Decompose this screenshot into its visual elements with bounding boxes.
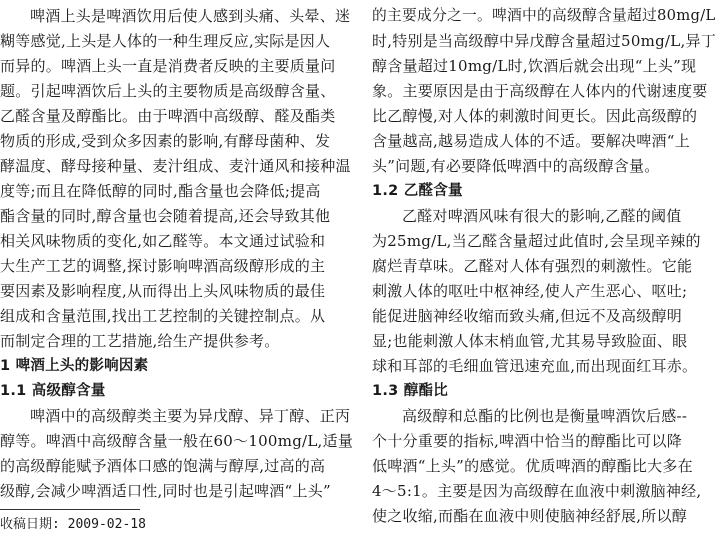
right-line-2: 时,特别是当高级醇中异戊醇含量超过50mg/L,异丁 bbox=[372, 32, 716, 50]
section-heading-1-1: 1.1 高级醇含量 bbox=[0, 383, 106, 399]
left-line-19: 的高级醇能赋予酒体口感的饱满与醇厚,过高的高 bbox=[0, 457, 326, 475]
left-line-13: 组成和含量范围,找出工艺控制的关键控制点。从 bbox=[0, 307, 326, 325]
received-date: 收稿日期: 2009-02-18 bbox=[0, 517, 146, 532]
section-heading-1: 1 啤酒上头的影响因素 bbox=[0, 358, 149, 374]
left-line-9: 酯含量的同时,醇含量也会随着提高,还会导致其他 bbox=[0, 207, 331, 225]
left-line-6: 物质的形成,受到众多因素的影响,有酵母菌种、发 bbox=[0, 132, 331, 150]
right-line-15: 球和耳部的毛细血管迅速充血,而出现面红耳赤。 bbox=[372, 357, 698, 375]
right-line-7: 头”问题,有必要降低啤酒中的高级醇含量。 bbox=[372, 157, 660, 175]
right-line-13: 能促进脑神经收缩而致头痛,但远不及高级醇明 bbox=[372, 307, 683, 325]
right-line-10: 为25mg/L,当乙醛含量超过此值时,会呈现辛辣的 bbox=[372, 232, 701, 250]
right-line-17: 高级醇和总酯的比例也是衡量啤酒饮后感-- bbox=[402, 407, 688, 425]
left-line-3: 而异的。啤酒上头一直是消费者反映的主要质量问 bbox=[0, 57, 336, 75]
section-heading-1-3: 1.3 醇酯比 bbox=[372, 383, 448, 399]
right-line-19: 低啤酒“上头”的感觉。优质啤酒的醇酯比大多在 bbox=[372, 457, 693, 475]
right-line-18: 个十分重要的指标,啤酒中恰当的醇酯比可以降 bbox=[372, 432, 683, 450]
left-line-20: 级醇,会减少啤酒适口性,同时也是引起啤酒“上头” bbox=[0, 482, 331, 500]
left-line-18: 醇等。啤酒中高级醇含量一般在60～100mg/L,适量 bbox=[0, 432, 354, 450]
left-line-10: 相关风味物质的变化,如乙醛等。本文通过试验和 bbox=[0, 232, 326, 250]
right-line-20: 4～5:1。主要是因为高级醇在血液中刺激脑神经, bbox=[372, 482, 702, 500]
left-line-5: 乙醛含量及醇酯比。由于啤酒中高级醇、醛及酯类 bbox=[0, 107, 336, 125]
right-line-3: 醇含量超过10mg/L时,饮酒后就会出现“上头”现 bbox=[372, 57, 697, 75]
left-line-2: 糊等感觉,上头是人体的一种生理反应,实际是因人 bbox=[0, 32, 331, 50]
left-line-7: 酵温度、酵母接种量、麦汁组成、麦汁通风和接种温 bbox=[0, 157, 351, 175]
right-column bbox=[372, 0, 720, 548]
section-heading-1-2: 1.2 乙醛含量 bbox=[372, 183, 463, 199]
left-line-4: 题。引起啤酒饮后上头的主要物质是高级醇含量、 bbox=[0, 82, 336, 100]
left-line-14: 而制定合理的工艺措施,给生产提供参考。 bbox=[0, 332, 280, 350]
right-line-12: 刺激人体的呕吐中枢神经,使人产生恶心、呕吐; bbox=[372, 282, 688, 300]
right-line-6: 含量越高,越易造成人体的不适。要解决啤酒“上 bbox=[372, 132, 690, 150]
left-line-17: 啤酒中的高级醇类主要为异戊醇、异丁醇、正丙 bbox=[30, 407, 351, 425]
footnote-rule bbox=[0, 509, 140, 510]
right-line-21: 使之收缩,而酯在血液中则使脑神经舒展,所以醇 bbox=[372, 507, 688, 525]
right-line-5: 比乙醇慢,对人体的刺激时间更长。因此高级醇的 bbox=[372, 107, 698, 125]
right-line-11: 腐烂青草味。乙醛对人体有强烈的刺激性。它能 bbox=[372, 257, 693, 275]
left-line-1: 啤酒上头是啤酒饮用后使人感到头痛、头晕、迷 bbox=[30, 7, 351, 25]
left-line-12: 要因素及影响程度,从而得出上头风味物质的最佳 bbox=[0, 282, 326, 300]
right-line-1: 的主要成分之一。啤酒中的高级醇含量超过80mg/L bbox=[372, 7, 716, 24]
right-line-4: 象。主要原因是由于高级醇在人体内的代谢速度要 bbox=[372, 82, 708, 100]
right-line-14: 显;也能刺激人体末梢血管,尤其易导致脸面、眼 bbox=[372, 332, 688, 350]
right-line-9: 乙醛对啤酒风味有很大的影响,乙醛的阈值 bbox=[402, 207, 682, 225]
left-line-11: 大生产工艺的调整,探讨影响啤酒高级醇形成的主 bbox=[0, 257, 326, 275]
left-line-8: 度等;而且在降低醇的同时,酯含量也会降低;提高 bbox=[0, 182, 321, 200]
